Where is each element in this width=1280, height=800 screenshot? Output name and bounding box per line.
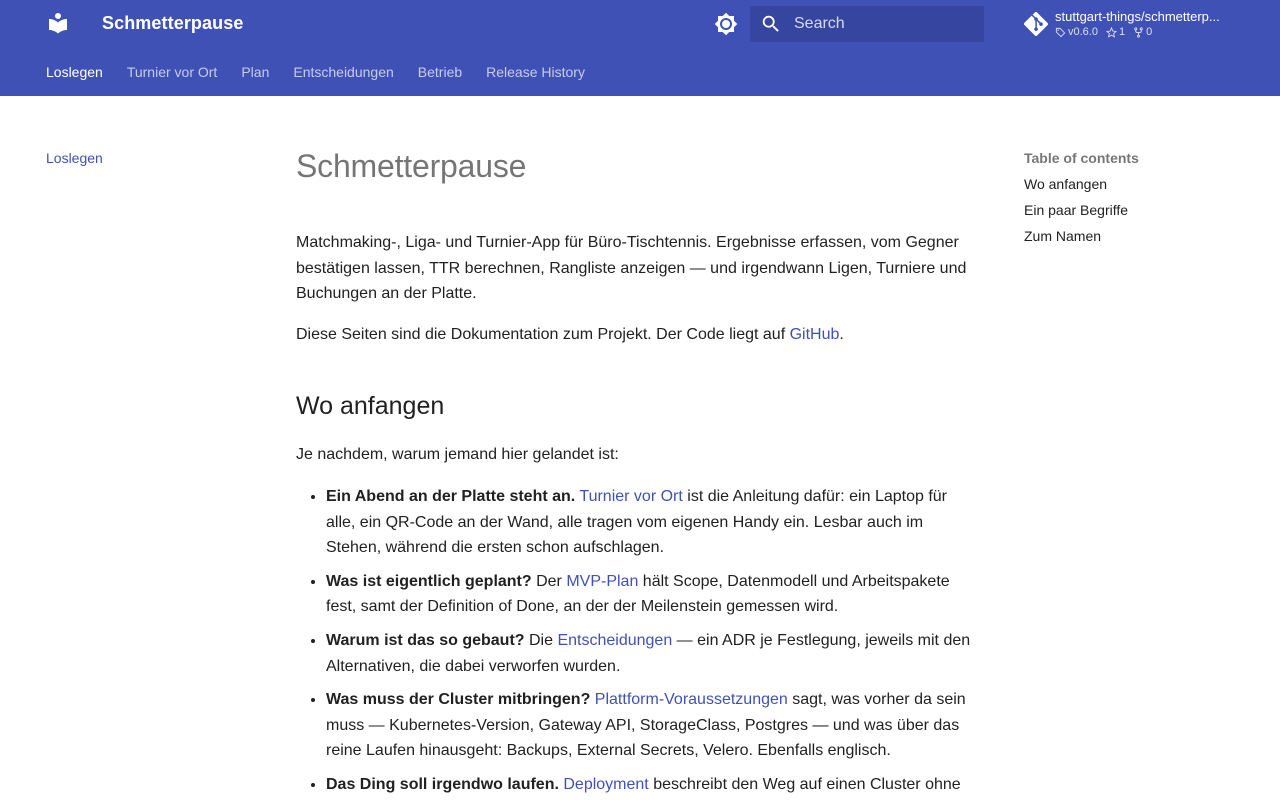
header-top-bar — [0, 0, 1280, 48]
lead-paragraph: Je nachdem, warum jemand hier gelandet ist: — [296, 446, 619, 464]
github-link[interactable]: GitHub — [789, 325, 840, 343]
toc-item-ein-paar-begriffe[interactable]: Ein paar Begriffe — [1024, 202, 1129, 218]
tabs-nav — [46, 48, 609, 96]
toc-item-zum-namen[interactable]: Zum Namen — [1024, 228, 1102, 244]
mvp-plan-link[interactable]: MVP-Plan — [566, 572, 639, 590]
list-item-bold: Ein Abend an der Platte steht an. — [326, 487, 576, 505]
list-item-bold: Warum ist das so gebaut? — [326, 631, 525, 649]
repo-version — [1055, 26, 1098, 38]
tab-plan[interactable]: Plan — [241, 64, 270, 80]
table-of-contents — [1024, 150, 1139, 254]
tab-release-history[interactable]: Release History — [486, 64, 585, 80]
site-header — [0, 0, 1280, 96]
list-item-bold: Was muss der Cluster mitbringen? — [326, 691, 591, 709]
list-item-bold: Was ist eigentlich geplant? — [326, 572, 532, 590]
search-icon — [760, 13, 782, 35]
tab-entscheidungen[interactable]: Entscheidungen — [293, 64, 394, 80]
sidebar-item-loslegen[interactable]: Loslegen — [46, 150, 103, 166]
entry-list — [296, 484, 976, 798]
list-item-rest: hält Scope, Datenmodell und Arbeitspakete fest, samt der Definition of Done, an der der Meilenstein gemessen wird. — [326, 572, 950, 616]
book-person-icon[interactable] — [46, 11, 70, 35]
list-item-rest: — ein ADR je Festlegung, jeweils mit den Alternativen, die dabei verworfen wurden. — [326, 631, 971, 675]
repo-forks — [1133, 26, 1152, 38]
code-location-text: Diese Seiten sind die Dokumentation zum Projekt. Der Code liegt auf — [296, 325, 790, 343]
search-input[interactable] — [794, 6, 979, 42]
page-title: Schmetterpause — [296, 148, 527, 184]
list-item-rest: beschreibt den Weg auf einen Cluster ohne — [648, 775, 961, 793]
toc-item-wo-anfangen[interactable]: Wo anfangen — [1024, 176, 1108, 192]
star-icon — [1106, 27, 1117, 38]
repo-stars — [1106, 26, 1125, 38]
tab-turnier-vor-ort[interactable]: Turnier vor Ort — [126, 64, 218, 80]
tab-loslegen[interactable]: Loslegen — [46, 64, 103, 80]
list-item-bold: Das Ding soll irgendwo laufen. — [326, 775, 559, 793]
deployment-link[interactable]: Deployment — [563, 775, 649, 793]
git-icon — [1024, 12, 1048, 36]
tab-betrieb[interactable]: Betrieb — [417, 64, 463, 80]
fork-icon — [1133, 27, 1144, 38]
intro-paragraph: Matchmaking-, Liga- und Turnier-App für Büro-Tischtennis. Ergebnisse erfassen, vom Gegner bestätigen lassen, TTR berechnen, Rangliste anzeigen — und irgendwann Ligen, Turniere und Buchungen an der Platte. — [296, 234, 967, 303]
repo-name: stuttgart-things/schmetterp... — [1055, 9, 1220, 24]
repo-facts — [1055, 26, 1152, 38]
list-item — [326, 569, 976, 620]
main-content — [296, 140, 976, 800]
code-location-paragraph — [296, 322, 976, 348]
toc-title: Table of contents — [1024, 150, 1139, 166]
search-box[interactable] — [750, 6, 984, 42]
sidebar-nav — [46, 150, 103, 166]
repo-forks-count: 0 — [1146, 26, 1153, 38]
repo-link[interactable] — [1024, 8, 1244, 42]
section-heading-wo-anfangen: Wo anfangen — [296, 392, 445, 421]
list-item — [326, 687, 976, 764]
list-item — [326, 484, 976, 561]
turnier-vor-ort-link[interactable]: Turnier vor Ort — [579, 487, 683, 505]
list-item-rest: ist die Anleitung dafür: ein Laptop für alle, ein QR-Code an der Wand, alle tragen vom eigenen Handy ein. Lesbar auch im Stehen, während die ersten schon aufschlagen. — [326, 487, 947, 557]
entscheidungen-link[interactable]: Entscheidungen — [557, 631, 673, 649]
list-item-pre: Der — [531, 572, 567, 590]
code-location-end: . — [839, 325, 844, 343]
repo-version-label: v0.6.0 — [1068, 26, 1098, 38]
list-item-rest: sagt, was vorher da sein muss — Kubernetes-Version, Gateway API, StorageClass, Postgres — und was über das reine Laufen hinausgeht: Backups, External Secrets, Velero. Ebenfalls englisch. — [326, 691, 966, 760]
tag-icon — [1055, 27, 1066, 38]
list-item — [326, 628, 976, 679]
list-item-pre: Die — [524, 631, 558, 649]
plattform-voraussetzungen-link[interactable]: Plattform-Voraussetzungen — [594, 691, 788, 709]
site-title[interactable]: Schmetterpause — [102, 13, 244, 33]
list-item — [326, 772, 976, 798]
repo-stars-count: 1 — [1118, 26, 1126, 38]
brightness-icon[interactable] — [714, 12, 738, 36]
